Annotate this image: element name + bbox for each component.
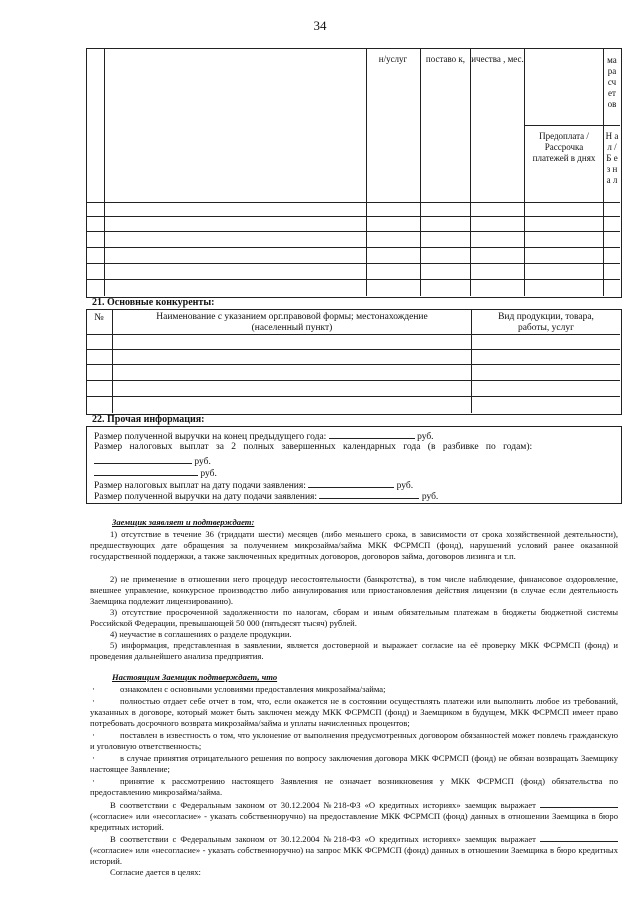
col-header-product: Вид продукции, товара, работы, услуг <box>498 312 594 333</box>
col-header-prepayment: Предоплата / Рассрочка платежей в днях <box>532 131 596 163</box>
col-header-name: Наименование с указанием орг.правовой формы; местонахождение (населенный пункт) <box>156 312 428 333</box>
revenue-prev-year: Размер полученной выручки на конец предыдущего года: руб. <box>94 432 434 442</box>
credit-history-consent-1: В соответствии с Федеральным законом от 30.12.2004 №218-ФЗ «О кредитных историях» заемщик выражает («согласие» или «несогласие» - указать собственноручно) на предоставление МКК ФСРМСП (фонд) данных в отношении Заемщика в бюро кредитных историй. <box>90 800 618 833</box>
credit-history-consent-2: В соответствии с Федеральным законом от 30.12.2004 №218-ФЗ «О кредитных историях» заемщик выражает («согласие» или «несогласие» - указать собственноручно) на запрос МКК ФСРМСП (фонд) данных в отношении Заемщика в бюро кредитных историй. <box>90 834 618 867</box>
tax-payments-2-years: Размер налоговых выплат за 2 полных завершенных календарных года (в разбивке по годам): <box>94 442 533 452</box>
confirmation-heading: Настоящим Заемщик подтверждает, что <box>112 672 278 682</box>
col-header-cash: Н ал /Б ез на л <box>605 131 619 185</box>
tax-payments-rub-a: руб. <box>94 455 211 467</box>
tax-payments-rub-b: руб. <box>94 467 217 479</box>
declaration-item-2: 2) не применение в отношении него процедур несостоятельности (банкротства), в том числе наблюдение, финансовое оздоровление, внешнее управление, конкурсное производство либо аннулирования или приостановления действия лицензии (в случае если деятельность Заемщика подлежит лицензированию). <box>90 574 618 607</box>
confirmation-bullet-4: в случае принятия отрицательного решения по вопросу заключения договора МКК ФСРМСП (фонд) не обязан возвращать Заемщику настоящее Заявление; <box>90 753 618 775</box>
confirmation-bullet-5: принятие к рассмотрению настоящего Заявления не означает возникновения у МКК ФСРМСП (фонд) обязательства по предоставлению микрозайма/займа. <box>90 776 618 798</box>
confirmation-bullet-3: поставлен в известность о том, что уклонение от выполнения предусмотренных договором обязанностей может повлечь гражданскую и уголовную ответственность; <box>90 730 618 752</box>
revenue-current: Размер полученной выручки на дату подачи заявления: руб. <box>94 492 439 502</box>
page-number: 34 <box>313 18 327 33</box>
declaration-item-5: 5) информация, представленная в заявлении, является достоверной и выражает согласие на её проверку МКК ФСРМСП (фонд) и проведения дальнейшего анализа предприятия. <box>90 640 618 662</box>
consent-purposes: Согласие дается в целях: <box>110 867 201 877</box>
confirmation-bullet-2: полностью отдает себе отчет в том, что, если окажется не в состоянии осуществлять платежи или выполнить любое из требований, указанных в договоре, который может быть заключен между МКК ФСРМСП (фонд) и Заемщиком в будущем, МКК ФСРМСП имеет право потребовать досрочного возврата микрозайма/займа и уплаты начисленных процентов; <box>90 696 618 729</box>
col-header-supplier: поставо к, <box>425 54 466 64</box>
declaration-heading: Заемщик заявляет и подтверждает: <box>112 517 255 527</box>
col-header-quantity: ичества , мес. <box>471 54 524 64</box>
section-22-title: 22. Прочая информация: <box>92 414 205 425</box>
confirmation-bullet-1: ознакомлен с основными условиями предоставления микрозайма/займа; <box>120 684 386 694</box>
tax-payments-current: Размер налоговых выплат на дату подачи заявления: руб. <box>94 481 414 491</box>
top-table <box>86 48 622 298</box>
col-header-services: н/услуг <box>378 54 408 64</box>
declaration-item-4: 4) неучастие в соглашениях о разделе продукции. <box>110 629 292 639</box>
declaration-item-3: 3) отсутствие просроченной задолженности по налогам, сборам и иным обязательным платежам в бюджеты бюджетной системы Российской Федерации, превышающей 50 000 (пятьдесят тысяч) рублей. <box>90 607 618 629</box>
col-header-number: № <box>94 312 104 323</box>
declaration-item-1: 1) отсутствие в течение 36 (тридцати шести) месяцев (либо меньшего срока, в зависимости от срока хозяйственной деятельности), предшествующих дате обращения за получением микрозайма/займа МКК ФСРМСП (фонд), нарушений условий ранее оказанной государственной поддержки, а также заключенных кредитных договоров, договоров займа, договоров лизинга и т.п. <box>90 529 618 562</box>
col-header-settlement: ма ра сч ет ов <box>607 55 617 109</box>
section-21-title: 21. Основные конкуренты: <box>92 297 215 308</box>
